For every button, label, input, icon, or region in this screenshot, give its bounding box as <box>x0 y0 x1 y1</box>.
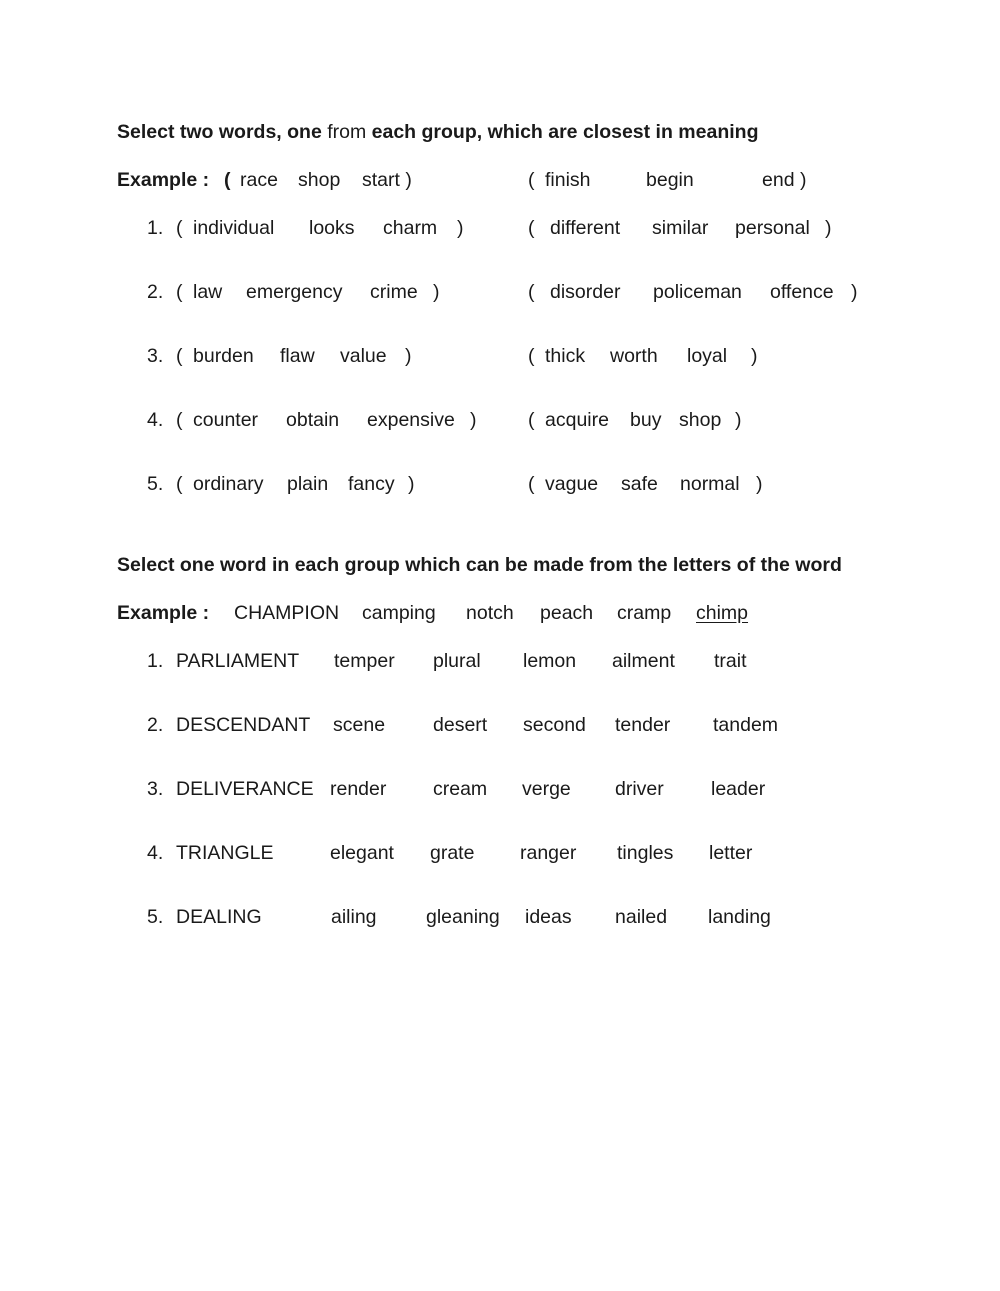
section1-example-label: Example : <box>117 169 210 191</box>
word-option: different <box>550 217 621 239</box>
example-word: shop <box>298 169 341 191</box>
word-option: second <box>523 714 586 736</box>
paren: ) <box>756 473 763 495</box>
paren: ( <box>528 217 535 239</box>
example-option: peach <box>540 602 594 624</box>
example-word: race <box>240 169 278 191</box>
word-option: elegant <box>330 842 394 864</box>
word-option: leader <box>711 778 766 800</box>
source-word: DESCENDANT <box>176 714 311 736</box>
item-number: 5. <box>147 473 164 495</box>
word-option: disorder <box>550 281 621 303</box>
word-option: law <box>193 281 223 303</box>
paren: ) <box>735 409 742 431</box>
item-number: 2. <box>147 714 164 736</box>
source-word: DELIVERANCE <box>176 778 314 800</box>
paren: ) <box>457 217 464 239</box>
paren: ) <box>405 345 412 367</box>
word-option: shop <box>679 409 722 431</box>
word-option: individual <box>193 217 275 239</box>
example-open-paren: ( <box>224 169 231 191</box>
example-word: begin <box>646 169 694 191</box>
word-option: letter <box>709 842 753 864</box>
word-option: looks <box>309 217 355 239</box>
heading-part1: Select two words, one <box>117 121 322 143</box>
source-word: PARLIAMENT <box>176 650 300 672</box>
word-option: plain <box>287 473 329 495</box>
section1-heading <box>117 120 759 144</box>
word-option: value <box>340 345 387 367</box>
word-option: render <box>330 778 387 800</box>
paren: ) <box>408 473 415 495</box>
item-number: 4. <box>147 842 164 864</box>
word-option: ailment <box>612 650 675 672</box>
paren: ) <box>825 217 832 239</box>
word-option: lemon <box>523 650 577 672</box>
item-number: 3. <box>147 778 164 800</box>
paren: ( <box>528 409 535 431</box>
word-option: gleaning <box>426 906 500 928</box>
word-option: fancy <box>348 473 395 495</box>
word-option: obtain <box>286 409 340 431</box>
word-option: burden <box>193 345 254 367</box>
word-option: buy <box>630 409 662 431</box>
word-option: loyal <box>687 345 728 367</box>
word-option: desert <box>433 714 488 736</box>
source-word: DEALING <box>176 906 262 928</box>
section2-heading: Select one word in each group which can be made from the letters of the word <box>117 554 842 576</box>
word-option: tandem <box>713 714 779 736</box>
word-option: expensive <box>367 409 455 431</box>
word-option: flaw <box>280 345 315 367</box>
paren: ) <box>433 281 440 303</box>
word-option: trait <box>714 650 747 672</box>
example-answer: chimp <box>696 602 749 624</box>
word-option: driver <box>615 778 664 800</box>
example-option: cramp <box>617 602 672 624</box>
word-option: thick <box>545 345 586 367</box>
example-option: notch <box>466 602 514 624</box>
word-option: ordinary <box>193 473 264 495</box>
word-option: landing <box>708 906 771 928</box>
word-option: safe <box>621 473 658 495</box>
paren: ) <box>751 345 758 367</box>
source-word: TRIANGLE <box>176 842 274 864</box>
word-option: policeman <box>653 281 742 303</box>
section2-example-label: Example : <box>117 602 210 624</box>
paren: ( <box>528 345 535 367</box>
word-option: tender <box>615 714 671 736</box>
word-option: plural <box>433 650 481 672</box>
heading-part2: from <box>321 121 372 143</box>
word-option: tingles <box>617 842 674 864</box>
example-option: camping <box>362 602 436 624</box>
paren: ( <box>176 473 183 495</box>
item-number: 5. <box>147 906 164 928</box>
item-number: 3. <box>147 345 164 367</box>
paren: ( <box>176 281 183 303</box>
example-word: end ) <box>762 169 807 191</box>
example-word: finish <box>545 169 591 191</box>
paren: ( <box>528 281 535 303</box>
word-option: normal <box>680 473 740 495</box>
word-option: personal <box>735 217 810 239</box>
word-option: grate <box>430 842 475 864</box>
word-option: offence <box>770 281 834 303</box>
word-option: ailing <box>331 906 377 928</box>
word-option: worth <box>610 345 658 367</box>
word-option: verge <box>522 778 571 800</box>
word-option: nailed <box>615 906 668 928</box>
word-option: emergency <box>246 281 343 303</box>
paren: ( <box>528 473 535 495</box>
word-option: crime <box>370 281 418 303</box>
word-option: similar <box>652 217 709 239</box>
item-number: 1. <box>147 650 164 672</box>
paren: ) <box>851 281 858 303</box>
example-paren: ( <box>528 169 535 191</box>
paren: ( <box>176 409 183 431</box>
word-option: cream <box>433 778 488 800</box>
paren: ( <box>176 345 183 367</box>
paren: ( <box>176 217 183 239</box>
paren: ) <box>470 409 477 431</box>
word-option: scene <box>333 714 386 736</box>
word-option: vague <box>545 473 599 495</box>
example-source-word: CHAMPION <box>234 602 340 624</box>
word-option: charm <box>383 217 438 239</box>
word-option: counter <box>193 409 259 431</box>
example-word: start ) <box>362 169 412 191</box>
item-number: 4. <box>147 409 164 431</box>
heading-part3: each group, which are closest in meaning <box>371 121 759 143</box>
word-option: temper <box>334 650 395 672</box>
item-number: 1. <box>147 217 164 239</box>
item-number: 2. <box>147 281 164 303</box>
word-option: acquire <box>545 409 609 431</box>
word-option: ideas <box>525 906 572 928</box>
word-option: ranger <box>520 842 577 864</box>
